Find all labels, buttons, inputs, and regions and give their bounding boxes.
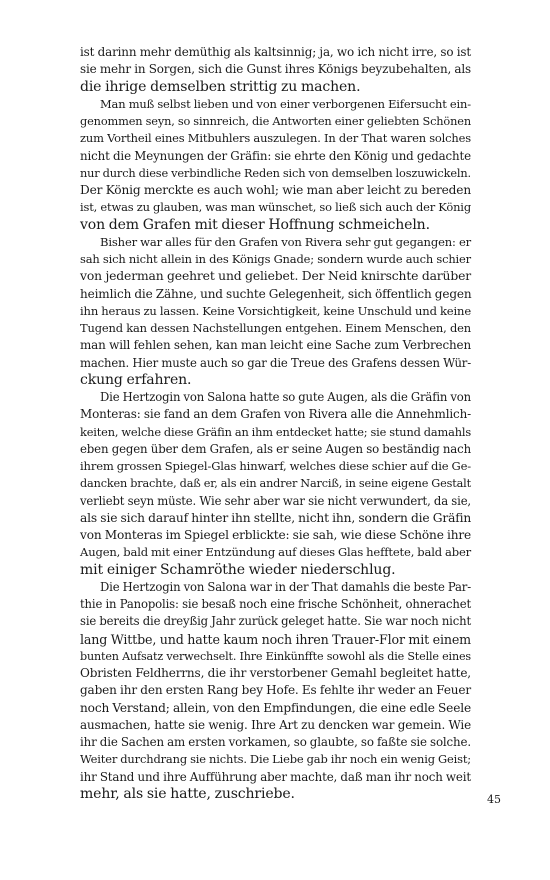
text-line: ihr die Sachen am ersten vorkamen, so glaubte, so faßte sie solche. [80, 735, 471, 749]
page-body [80, 44, 471, 803]
text-line: lang Wittbe, und hatte kaum noch ihren Trauer-Flor mit einem [80, 631, 471, 647]
text-line: mehr, als sie hatte, zuschriebe. [80, 785, 295, 802]
text-line: machen. Hier muste auch so gar die Treue des Grafens dessen Wür- [80, 355, 471, 370]
text-line: thie in Panopolis: sie besaß noch eine frische Schönheit, ohnerachet [80, 597, 471, 611]
text-line: Monteras: sie fand an dem Grafen von Rivera alle die Annehmlich- [80, 407, 471, 422]
page-number: 45 [487, 793, 501, 806]
text-line: Augen, bald mit einer Entzündung auf dieses Glas hefftete, bald aber [80, 545, 472, 560]
text-line: ihn heraus zu lassen. Keine Vorsichtigkeit, keine Unschuld und keine [80, 303, 471, 318]
paragraph [80, 389, 471, 579]
text-line: von Monteras im Spiegel erblickte: sie sah, wie diese Schöne ihre [80, 528, 472, 542]
text-line: nur durch diese verbindliche Reden sich von demselben loszuwickeln. [80, 165, 471, 180]
text-line: von jederman geehret und geliebet. Der Neid knirschte darüber [80, 269, 471, 284]
paragraph [80, 234, 471, 389]
text-line: Der König merckte es auch wohl; wie man aber leicht zu bereden [80, 183, 471, 197]
text-line: gaben ihr den ersten Rang bey Hofe. Es fehlte ihr weder an Feuer [80, 683, 471, 698]
text-line: als sie sich darauf hinter ihn stellte, nicht ihn, sondern die Gräfin [80, 510, 472, 525]
paragraph [80, 579, 471, 803]
text-line: bunten Aufsatz verwechselt. Ihre Einkünffte sowohl als die Stelle eines [80, 649, 471, 663]
text-line: sie mehr in Sorgen, sich die Gunst ihres Königs beyzubehalten, als [80, 62, 471, 77]
text-line: von dem Grafen mit dieser Hoffnung schmeicheln. [80, 216, 430, 233]
text-line: sie bereits die dreyßig Jahr zurück geleget hatte. Sie war noch nicht [80, 614, 471, 629]
text-line: sah sich nicht allein in des Königs Gnade; sondern wurde auch schier [80, 252, 471, 266]
text-line: Bisher war alles für den Grafen von Rivera sehr gut gegangen: er [100, 234, 471, 249]
text-line: Tugend kan dessen Nachstellungen entgehen. Einem Menschen, den [80, 321, 471, 335]
paragraph [80, 44, 471, 96]
text-line: Obristen Feldherrns, die ihr verstorbener Gemahl begleitet hatte, [80, 666, 471, 680]
text-line: ist, etwas zu glauben, was man wünschet, so ließ sich auch der König [80, 200, 471, 215]
text-line: nicht die Meynungen der Gräfin: sie ehrte den König und gedachte [80, 148, 471, 163]
text-line: dancken brachte, daß er, als ein andrer Narciß, in seine eigene Gestalt [80, 477, 471, 491]
paragraph [80, 96, 471, 234]
text-line: Weiter durchdrang sie nichts. Die Liebe gab ihr noch ein wenig Geist; [80, 752, 471, 767]
text-line: ausmachen, hatte sie wenig. Ihre Art zu dencken war gemein. Wie [80, 717, 471, 732]
text-line: ihrem grossen Spiegel-Glas hinwarf, welches diese schier auf die Ge- [80, 459, 471, 473]
text-line: Die Hertzogin von Salona war in der That damahls die beste Par- [100, 579, 471, 594]
text-line: noch Verstand; allein, von den Empfindungen, die eine edle Seele [80, 700, 471, 715]
text-line: ihr Stand und ihre Aufführung aber machte, daß man ihr noch weit [80, 769, 471, 784]
text-line: heimlich die Zähne, und suchte Gelegenheit, sich öffentlich gegen [80, 286, 472, 301]
text-line: mit einiger Schamröthe wieder niederschlug. [80, 561, 396, 578]
text-line: man will fehlen sehen, kan man leicht eine Sache zum Verbrechen [80, 338, 471, 353]
text-line: ckung erfahren. [80, 371, 192, 388]
text-line: ist darinn mehr demüthig als kaltsinnig; ja, wo ich nicht irre, so ist [80, 45, 471, 59]
text-line: eben gegen über dem Grafen, als er seine Augen so beständig nach [80, 441, 471, 456]
text-line: Die Hertzogin von Salona hatte so gute Augen, als die Gräfin von [100, 390, 471, 404]
text-line: verliebt seyn müste. Wie sehr aber war sie nicht verwundert, da sie, [80, 493, 471, 508]
text-line: zum Vortheil eines Mitbuhlers auszulegen. In der That waren solches [80, 131, 471, 146]
text-line: keiten, welche diese Gräfin an ihm entdecket hatte; sie stund damahls [80, 424, 471, 439]
text-line: genommen seyn, so sinnreich, die Antworten einer geliebten Schönen [80, 114, 471, 128]
text-line: die ihrige demselben strittig zu machen. [80, 78, 361, 95]
text-line: Man muß selbst lieben und von einer verborgenen Eifersucht ein- [100, 96, 471, 111]
